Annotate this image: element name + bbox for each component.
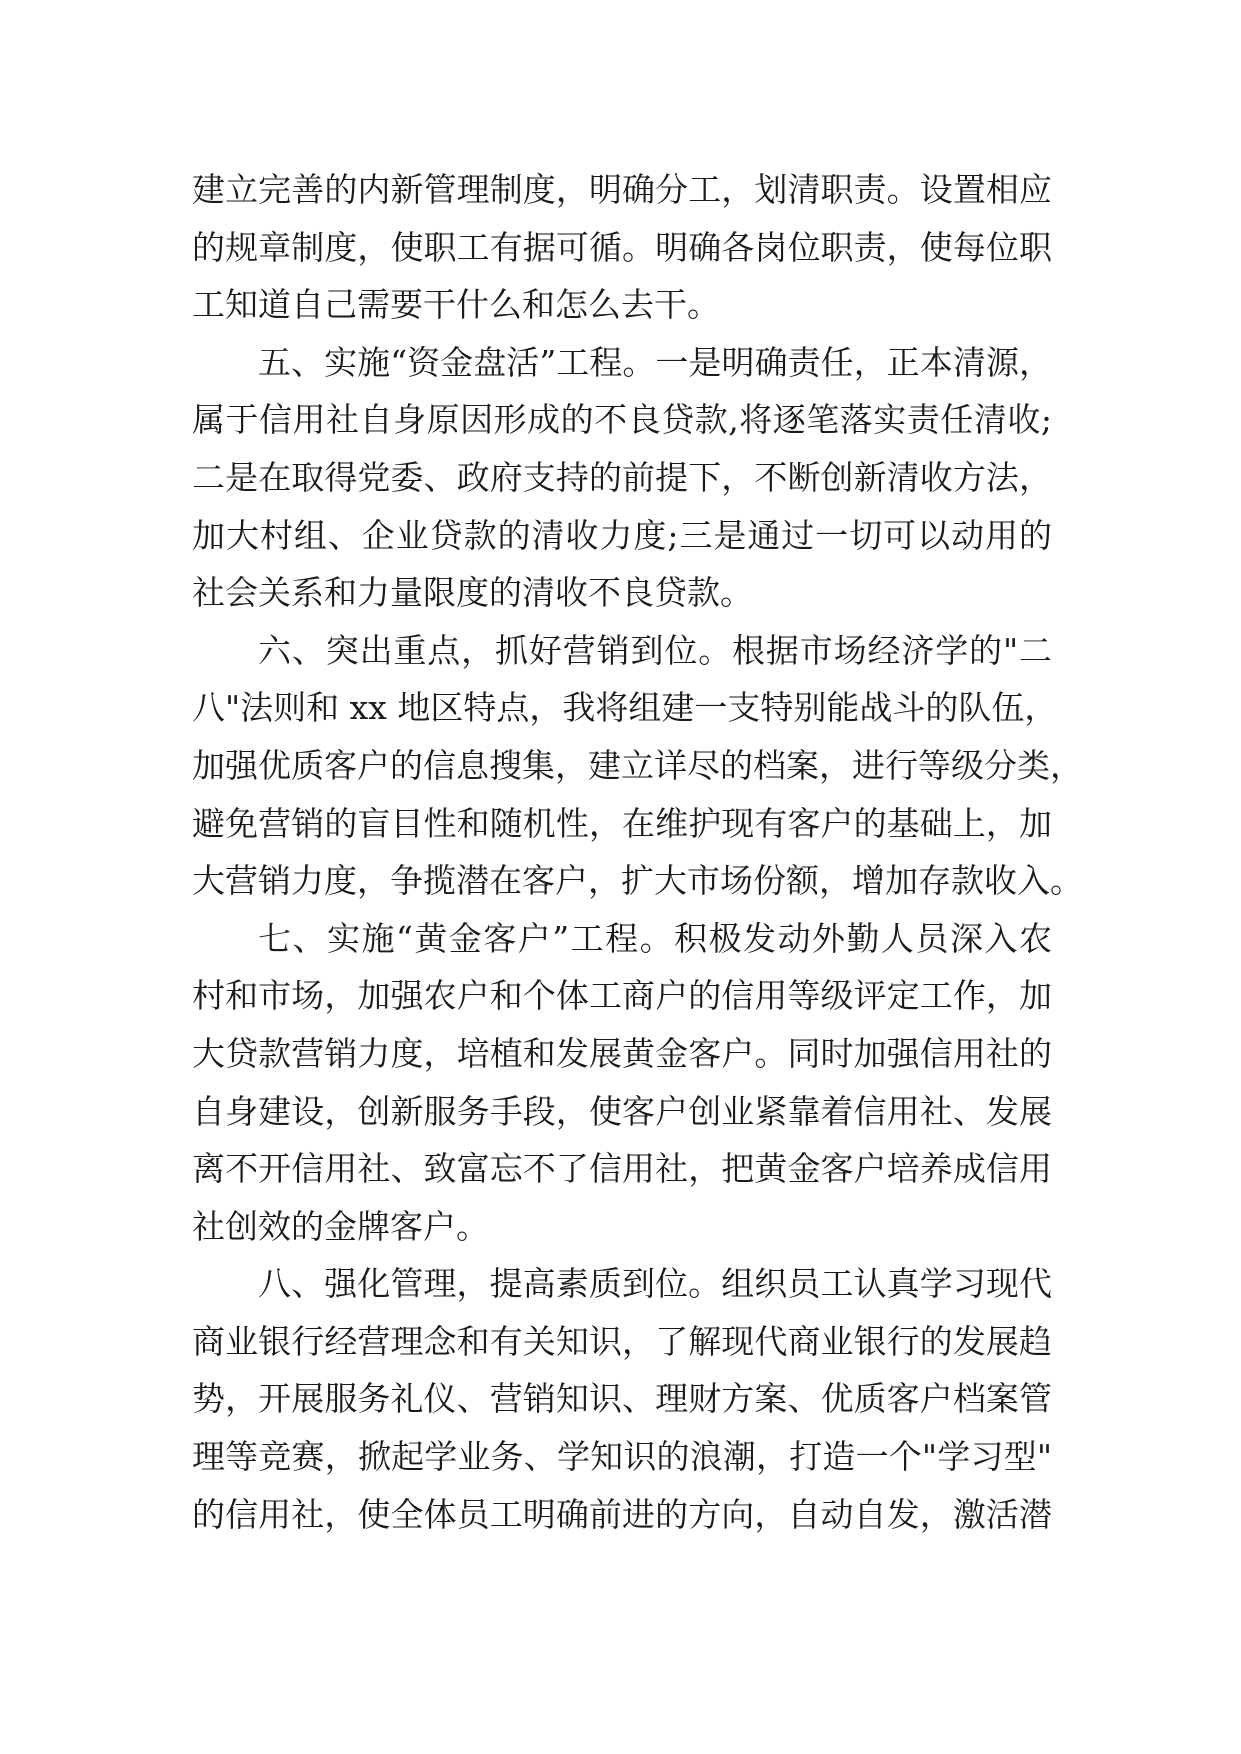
text-line: 避免营销的盲目性和随机性，在维护现有客户的基础上，加 xyxy=(192,803,1052,843)
text-line: 大营销力度，争揽潜在客户，扩大市场份额，增加存款收入。 xyxy=(192,861,1083,901)
text-line: 大贷款营销力度，培植和发展黄金客户。同时加强信用社的 xyxy=(192,1033,1052,1073)
text-line: 势，开展服务礼仪、营销知识、理财方案、优质客户档案管 xyxy=(192,1379,1052,1419)
text-line: 社会关系和力量限度的清收不良贷款。 xyxy=(192,573,753,613)
text-line: 属于信用社自身原因形成的不良贷款,将逐笔落实责任清收; xyxy=(192,400,1052,440)
paragraph-first-line: 八、强化管理，提高素质到位。组织员工认真学习现代 xyxy=(258,1264,1052,1304)
text-line: 的信用社，使全体员工明确前进的方向，自动自发，激活潜 xyxy=(192,1494,1052,1534)
paragraph-first-line: 七、实施“黄金客户”工程。积极发动外勤人员深入农 xyxy=(258,918,1052,958)
text-line: 工知道自己需要干什么和怎么去干。 xyxy=(192,285,720,325)
paragraph-first-line: 五、实施“资金盘活”工程。一是明确责任，正本清源， xyxy=(258,342,1052,382)
text-line: 离不开信用社、致富忘不了信用社，把黄金客户培养成信用 xyxy=(192,1149,1052,1189)
text-line: 社创效的金牌客户。 xyxy=(192,1206,489,1246)
text-line: 村和市场，加强农户和个体工商户的信用等级评定工作，加 xyxy=(192,976,1052,1016)
text-line: 建立完善的内新管理制度，明确分工，划清职责。设置相应 xyxy=(192,170,1052,209)
text-line: 二是在取得党委、政府支持的前提下，不断创新清收方法， xyxy=(192,457,1052,497)
text-line: 加强优质客户的信息搜集，建立详尽的档案，进行等级分类， xyxy=(192,745,1083,785)
document-body xyxy=(192,161,1083,1543)
text-line: 的规章制度，使职工有据可循。明确各岗位职责，使每位职 xyxy=(192,227,1052,267)
text-line: 八"法则和 xx 地区特点，我将组建一支特别能战斗的队伍， xyxy=(192,688,1058,728)
text-line: 加大村组、企业贷款的清收力度;三是通过一切可以动用的 xyxy=(192,515,1052,555)
text-line: 自身建设，创新服务手段，使客户创业紧靠着信用社、发展 xyxy=(192,1091,1052,1131)
text-line: 商业银行经营理念和有关知识，了解现代商业银行的发展趋 xyxy=(192,1321,1052,1361)
paragraph-first-line: 六、突出重点，抓好营销到位。根据市场经济学的"二 xyxy=(258,630,1052,670)
text-line: 理等竞赛，掀起学业务、学知识的浪潮，打造一个"学习型" xyxy=(192,1437,1052,1477)
